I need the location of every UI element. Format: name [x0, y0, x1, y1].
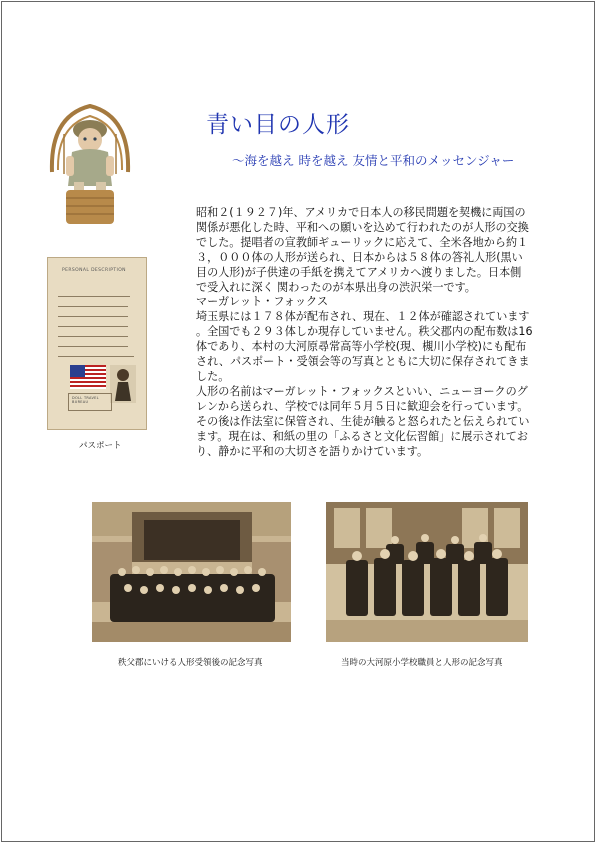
- body-line: 関係が悪化した時、平和への願いを込めて行われたのが人形の交換: [196, 220, 529, 234]
- body-line: ３，０００体の人形が送られ、日本からは５８体の答礼人形(黒い: [196, 250, 523, 264]
- body-line: 人形の名前はマーガレット・フォックスといい、ニューヨークのグ: [196, 384, 528, 398]
- doll-portrait-icon: [110, 365, 136, 403]
- group-photo-staff: [326, 502, 528, 642]
- body-line: ます。現在は、和紙の里の「ふるさと文化伝習館」に展示されてお: [196, 429, 528, 443]
- passport-caption: パスポート: [79, 441, 122, 451]
- body-line: 。全国でも２９３体しか現存していません。秩父郡内の配布数は16: [196, 325, 533, 339]
- group-photo-ceremony-caption: 秩父郡にいける人形受領後の記念写真: [118, 658, 263, 668]
- passport-line: [58, 346, 128, 347]
- body-line: その後は作法室に保管され、生徒が触ると怒られたと伝えられてい: [196, 414, 530, 428]
- body-line: マーガレット・フォックス: [196, 295, 329, 309]
- body-line: した。: [196, 369, 230, 383]
- passport-line: [58, 316, 128, 317]
- body-line: 体であり、本村の大河原尋常高等小学校(現、槻川小学校)にも配布: [196, 340, 527, 354]
- passport-line: [58, 326, 128, 327]
- passport-stamp-text: DOLL TRAVEL BUREAU: [72, 396, 99, 404]
- body-text: [196, 206, 558, 459]
- passport-line: [58, 296, 130, 297]
- body-line: で受入れに深く 関わったのが本県出身の渋沢栄一です。: [196, 280, 476, 294]
- passport-image: [47, 257, 147, 430]
- passport-line: [58, 336, 128, 337]
- us-flag-icon: [70, 365, 106, 389]
- body-line: レンから送られ、学校では同年５月５日に歓迎会を行っています。: [196, 399, 529, 413]
- body-line: 昭和２(１９２７)年、アメリカで日本人の移民問題を契機に両国の: [196, 206, 526, 219]
- passport-header: PERSONAL DESCRIPTION: [62, 268, 126, 273]
- page-title: 青い目の人形: [206, 112, 350, 138]
- group-photo-ceremony: [92, 502, 291, 642]
- body-line: され、パスポート・受領会等の写真とともに大切に保存されてきま: [196, 355, 530, 369]
- body-line: でした。提唱者の宣教師ギューリックに応えて、全米各地から約１: [196, 235, 529, 249]
- doll-photo: [44, 94, 136, 230]
- body-line: り、静かに平和の大切さを語りかけています。: [196, 444, 429, 458]
- page-subtitle: ～海を越え 時を越え 友情と平和のメッセンジャー: [232, 153, 515, 168]
- passport-stamp: [68, 393, 112, 411]
- passport-line: [58, 306, 128, 307]
- body-line: 目の人形)が子供達の手紙を携えてアメリカへ渡りました。日本側: [196, 265, 522, 279]
- passport-line: [58, 356, 134, 357]
- body-line: 埼玉県には１７８体が配布され、現在、１２体が確認されています: [196, 310, 530, 324]
- group-photo-staff-caption: 当時の大河原小学校職員と人形の記念写真: [341, 658, 503, 668]
